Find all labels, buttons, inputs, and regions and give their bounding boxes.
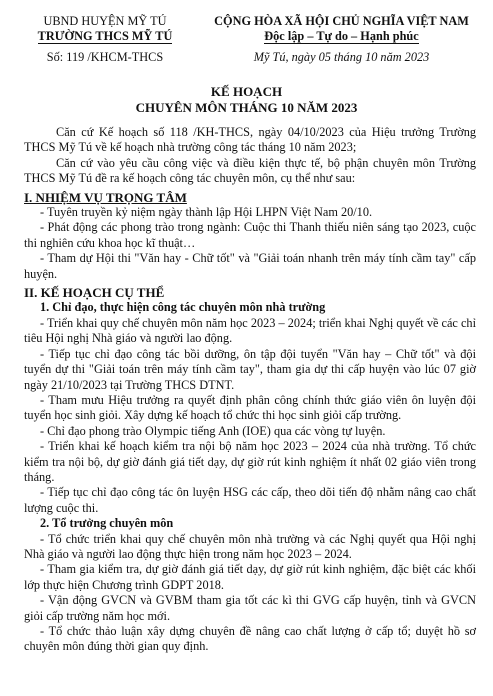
document-number: Số: 119 /KHCM-THCS: [46, 50, 164, 64]
intro-paragraph-1: Căn cứ Kế hoạch số 118 /KH-THCS, ngày 04/10/2023 của Hiệu trưởng Trường THCS Mỹ Tú về kế hoạch nhà trường công tác tháng 10 năm 2023;: [24, 125, 476, 155]
title-line-2: CHUYÊN MÔN THÁNG 10 NĂM 2023: [135, 100, 358, 115]
section-1-heading: I. NHIỆM VỤ TRỌNG TÂM: [24, 189, 187, 205]
subsection-1-item: - Triển khai kế hoạch kiểm tra nội bộ năm học 2023 – 2024 của nhà trường. Tổ chức kiểm tra nội bộ, dự giờ đánh giá tiết dạy, dự giờ rút kinh nghiệm ít nhất 02 giáo viên trong tháng.: [24, 439, 476, 484]
issuing-organization: [10, 14, 200, 65]
org-line-2: TRƯỜNG THCS MỸ TÚ: [37, 29, 173, 43]
subsection-1-heading: 1. Chỉ đạo, thực hiện công tác chuyên môn nhà trường: [40, 300, 326, 315]
section-1-item: - Tham dự Hội thi "Văn hay - Chữ tốt" và "Giải toán nhanh trên máy tính cầm tay" cấp huyện.: [24, 251, 476, 281]
national-heading: [200, 14, 483, 65]
document-title: [0, 84, 493, 116]
subsection-1-item: - Triển khai quy chế chuyên môn năm học 2023 – 2024; triển khai Nghị quyết về các chỉ tiêu Hội nghị Nhà giáo và người lao động.: [24, 315, 476, 346]
subsection-2-item: - Tổ chức triển khai quy chế chuyên môn nhà trường và các Nghị quyết qua Hội nghị Nhà giáo và người lao động thực hiện trong năm học 2023 – 2024.: [24, 531, 476, 561]
subsection-2-item: - Tổ chức thảo luận xây dựng chuyên đề nâng cao chất lượng ở cấp tổ; duyệt hồ sơ chuyên môn đúng thời gian quy định.: [24, 624, 476, 654]
subsection-1-item: - Tiếp tục chỉ đạo công tác bồi dưỡng, ôn tập đội tuyển "Văn hay – Chữ tốt" và đội tuyển dự thi "Giải toán trên máy tính cầm tay", tham gia dự thi cấp huyện vào lúc 07 giờ ngày 21/10/2023 tại Trường THCS DTNT.: [24, 346, 476, 392]
subsection-1-item: - Tiếp tục chỉ đạo công tác ôn luyện HSG các cấp, theo dõi tiến độ nhằm nâng cao chất lượng cuộc thi.: [24, 485, 476, 515]
subsection-2-item: - Tham gia kiểm tra, dự giờ đánh giá tiết dạy, dự giờ rút kinh nghiệm, đặc biệt các khối lớp thực hiện Chương trình GDPT 2018.: [24, 562, 476, 592]
section-1-item: - Phát động các phong trào trong ngành: Cuộc thi Thanh thiếu niên sáng tạo 2023, cuộc thi nghiên cứu khoa học kĩ thuật…: [24, 220, 476, 250]
subsection-2-heading: 2. Tổ trưởng chuyên môn: [40, 516, 174, 531]
document-body: [24, 125, 476, 655]
national-motto: Độc lập – Tự do – Hạnh phúc: [264, 29, 419, 43]
subsection-1-item: - Chỉ đạo phong trào Olympic tiếng Anh (IOE) qua các vòng tự luyện.: [40, 423, 386, 438]
nation-name: CỘNG HÒA XÃ HỘI CHỦ NGHĨA VIỆT NAM: [214, 14, 469, 28]
org-line-1: UBND HUYỆN MỸ TÚ: [43, 14, 167, 28]
intro-paragraph-2: Căn cứ vào yêu cầu công việc và điều kiện thực tế, bộ phận chuyên môn Trường THCS Mỹ Tú đề ra kế hoạch công tác chuyên môn, cụ thể như sau:: [24, 155, 476, 186]
place-and-date: Mỹ Tú, ngày 05 tháng 10 năm 2023: [253, 50, 430, 64]
subsection-1-item: - Tham mưu Hiệu trưởng ra quyết định phân công chính thức giáo viên ôn luyện đội tuyển học sinh giỏi. Xây dựng kế hoạch tổ chức thi học sinh giỏi cấp trường.: [24, 392, 476, 423]
document-header: [10, 14, 483, 72]
section-1-item: - Tuyên truyền kỷ niệm ngày thành lập Hội LHPN Việt Nam 20/10.: [40, 205, 373, 220]
section-2-heading: II. KẾ HOẠCH CỤ THỂ: [24, 285, 165, 301]
subsection-2-item: - Vận động GVCN và GVBM tham gia tốt các kì thi GVG cấp huyện, tỉnh và GVCN giỏi cấp trường năm học mới.: [24, 593, 476, 623]
title-line-1: KẾ HOẠCH: [210, 84, 283, 99]
